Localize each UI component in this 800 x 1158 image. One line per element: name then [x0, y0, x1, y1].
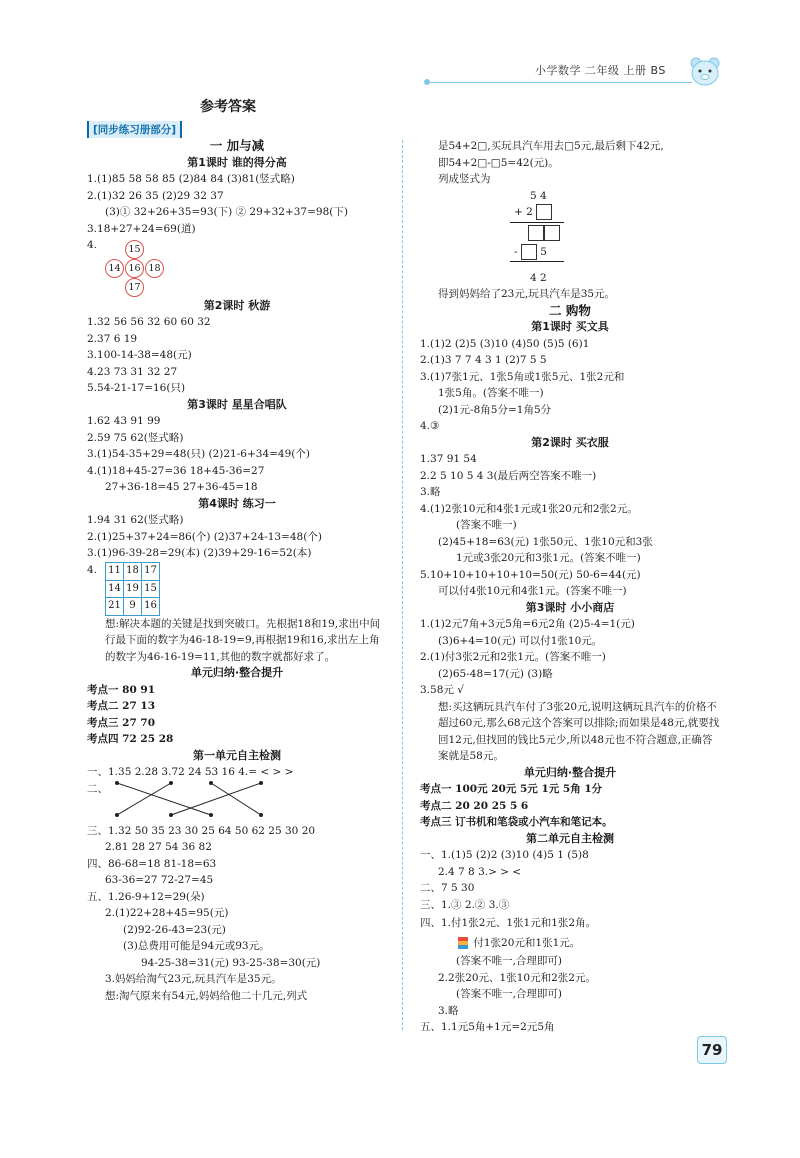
test-title: 第二单元自主检测: [526, 831, 614, 845]
header-rule: [430, 82, 692, 83]
grid-cell: 11: [106, 563, 124, 581]
answer-line: 4.: [87, 239, 98, 251]
answer-line: 2.(1)25+37+24=86(个) (2)37+24-13=48(个): [87, 530, 322, 543]
vc-row2-text: + 2: [514, 205, 533, 218]
answer-line: (2)1元-8角5分=1角5分: [438, 403, 552, 416]
review-line: 考点一 80 91: [87, 683, 156, 696]
answer-line: 3.(1)96-39-28=29(本) (2)39+29-16=52(本): [87, 547, 312, 559]
toy-icon: [456, 935, 470, 951]
lesson-title: 第1课时 谁的得分高: [187, 155, 287, 169]
test-line: 3.略: [438, 1004, 459, 1017]
answer-line: 列成竖式为: [438, 173, 491, 185]
answer-line: 27+36-18=45 27+36-45=18: [105, 481, 258, 493]
review-line: 考点四 72 25 28: [87, 733, 174, 745]
answer-line: 3.18+27+24=69(道): [87, 222, 196, 235]
test-line: 三、1.32 50 35 23 30 25 64 50 62 25 30 20: [87, 824, 316, 837]
answer-line: 5.10+10+10+10+10=50(元) 50-6=44(元): [420, 568, 641, 581]
grid-cell: 17: [142, 563, 160, 581]
review-title: 单元归纳·整合提升: [190, 666, 284, 679]
test-line: 一、1.(1)5 (2)2 (3)10 (4)5 1 (5)8: [420, 849, 589, 861]
hint-paragraph: 想:买这辆玩具汽车付了3张20元,说明这辆玩具汽车的价格不超过60元,那么68元这个答案可以排除;而如果是48元,就要找回12元,但找回的钱比5元少,所以48元也不符合题意,正确答案就是58元。: [438, 700, 720, 762]
grid-cell: 9: [124, 598, 142, 616]
blank-box: [544, 225, 560, 241]
vc-rule: [510, 261, 564, 262]
vc-row3: [528, 225, 560, 242]
lesson-title: 第1课时 买文具: [531, 320, 609, 333]
review-line: 考点三 订书机和笔袋或小汽车和笔记本。: [420, 816, 613, 828]
magic-square: [105, 562, 160, 616]
circle-top: 15: [125, 240, 144, 259]
circle-figure: [105, 240, 175, 298]
answer-line: 1.32 56 56 32 60 60 32: [87, 316, 211, 328]
answer-line: 3.略: [420, 486, 441, 498]
test-line: 付1张20元和1张1元。: [473, 937, 581, 949]
answer-line: 2.2 5 10 5 4 3(最后两空答案不唯一): [420, 469, 597, 482]
vc-rule: [510, 222, 564, 223]
grid-cell: 19: [124, 580, 142, 598]
test-line: 63-36=27 72-27=45: [105, 874, 214, 886]
review-line: 考点一 100元 20元 5元 1元 5角 1分: [420, 783, 603, 795]
bear-icon: [688, 55, 722, 87]
answer-line: 1元或3张20元和3张1元。(答案不唯一): [456, 552, 641, 564]
answer-line: 1.94 31 62(竖式略): [87, 514, 184, 526]
answer-line: 1.(1)2元7角+3元5角=6元2角 (2)5-4=1(元): [420, 618, 635, 630]
grid-cell: 21: [106, 598, 124, 616]
test-line: (3)总费用可能是94元或93元。: [123, 940, 270, 952]
answer-line: 1.(1)85 58 58 85 (2)84 84 (3)81(竖式略): [87, 173, 295, 185]
test-line: 3.妈妈给淘气23元,玩具汽车是35元。: [105, 973, 282, 985]
unit2-title: 二 购物: [549, 302, 591, 318]
lesson-title: 第3课时 星星合唱队: [187, 397, 287, 411]
answer-line: 1.37 91 54: [420, 453, 477, 465]
blank-box: [528, 225, 544, 241]
answer-line: 2.(1)付3张2元和2张1元。(答案不唯一): [420, 651, 606, 663]
section-tag: [同步练习册部分]: [87, 121, 182, 138]
answer-line: 2.37 6 19: [87, 332, 138, 345]
test-line: 二、7 5 30: [420, 882, 475, 894]
test-line: 二、: [87, 782, 108, 795]
circle-bottom: 17: [125, 278, 144, 297]
lesson-title: 第4课时 练习一: [198, 496, 276, 510]
answer-line: 4.23 73 31 32 27: [87, 365, 178, 378]
answer-line: 4.(1)2张10元和4张1元或1张20元和2张2元。: [420, 502, 638, 515]
answer-line: 2.(1)3 7 7 4 3 1 (2)7 5 5: [420, 354, 547, 366]
answer-line: 可以付4张10元和4张1元。(答案不唯一): [438, 585, 627, 597]
grid-cell: 15: [142, 580, 160, 598]
page-title: 参考答案: [200, 99, 256, 115]
vertical-calculation: [420, 188, 720, 270]
test-line: 2.4 7 8 3.> > <: [438, 865, 522, 878]
lesson-title: 第2课时 买衣服: [531, 435, 609, 449]
blank-box: [521, 244, 537, 260]
vc-row2: [514, 204, 552, 221]
circle-center: 16: [125, 259, 144, 278]
grid-cell: 16: [142, 598, 160, 616]
answer-line: 3.58元 √: [420, 684, 464, 696]
test-line: 三、1.③ 2.② 3.③: [420, 898, 510, 911]
test-line: 四、86-68=18 81-18=63: [87, 857, 217, 870]
lesson-title: 第2课时 秋游: [203, 298, 271, 312]
answer-line: 1.(1)2 (2)5 (3)10 (4)50 (5)5 (6)1: [420, 337, 590, 350]
vc-row5: 4 2: [530, 271, 547, 284]
review-line: 考点二 27 13: [87, 700, 156, 712]
answer-line: 即54+2□-□5=42(元)。: [438, 156, 559, 169]
test-line: 94-25-38=31(元) 93-25-38=30(元): [141, 956, 321, 969]
test-line-with-icon: [420, 933, 720, 953]
grid-cell: 18: [124, 563, 142, 581]
test-line-with-icon: [420, 913, 720, 933]
review-line: 考点三 27 70: [87, 716, 156, 729]
test-line: (答案不唯一,合理即可): [456, 988, 563, 1000]
matching-figure: [87, 781, 387, 811]
test-line: 一、1.35 2.28 3.72 24 53 16 4.= < > >: [87, 766, 294, 778]
answer-line: 2.59 75 62(竖式略): [87, 431, 184, 444]
answer-line: 4.③: [420, 420, 440, 432]
answer-line: 3.(1)54-35+29=48(只) (2)21-6+34=49(个): [87, 448, 310, 460]
test-line: 五、1.1元5角+1元=2元5角: [420, 1021, 555, 1033]
answer-line: 1张5角。(答案不唯一): [438, 387, 544, 399]
answer-line: (答案不唯一): [456, 519, 517, 531]
matching-lines: [111, 779, 271, 819]
answer-line: 3.(1)7张1元、1张5角或1张5元、1张2元和: [420, 370, 625, 383]
test-line: (2)92-26-43=23(元): [123, 923, 226, 936]
test-line: 2.(1)22+28+45=95(元): [105, 907, 229, 919]
answer-line: 4.(1)18+45-27=36 18+45-36=27: [87, 464, 265, 477]
answer-line: 得到妈妈给了23元,玩具汽车是35元。: [438, 288, 616, 300]
grid-cell: 14: [106, 580, 124, 598]
vc-row4-text: 5: [540, 245, 547, 258]
answer-line: 4.: [87, 563, 98, 576]
answer-line: 5.54-21-17=16(只): [87, 382, 186, 394]
answer-line: (2)45+18=63(元) 1张50元、1张10元和3张: [438, 535, 653, 548]
right-column: [420, 138, 720, 1036]
answer-line: 2.(1)32 26 35 (2)29 32 37: [87, 189, 224, 202]
page-header: 小学数学 二年级 上册 BS: [535, 64, 666, 77]
test-line: 2.2张20元、1张10元和2张2元。: [438, 971, 596, 984]
left-column: [87, 138, 387, 1004]
answer-line: 是54+2□,买玩具汽车用去□5元,最后剩下42元,: [438, 140, 664, 152]
blank-box: [536, 204, 552, 220]
test-title: 第一单元自主检测: [193, 748, 281, 762]
answer-line: (3)6+4=10(元) 可以付1张10元。: [438, 634, 603, 647]
test-line: 四、1.付1张2元、1张1元和1张2角。: [420, 917, 597, 929]
test-line: 2.81 28 27 54 36 82: [105, 841, 212, 853]
answer-line: (3)① 32+26+35=93(下) ② 29+32+37=98(下): [105, 206, 348, 218]
review-title: 单元归纳·整合提升: [523, 765, 617, 779]
page-number: 79: [697, 1036, 727, 1064]
circle-right: 18: [145, 259, 164, 278]
answer-line: (2)65-48=17(元) (3)略: [438, 667, 553, 680]
column-divider: [402, 140, 403, 1030]
test-line: 五、1.26-9+12=29(朵): [87, 890, 205, 903]
vc-minus: -: [514, 245, 518, 258]
hint-paragraph: 想:解决本题的关键是找到突破口。先根据18和19,求出中间行最下面的数字为46-18-19=9,再根据19和16,求出左上角的数字为46-16-19=11,其他的数字就都好求了。: [105, 617, 381, 663]
review-line: 考点二 20 20 25 5 6: [420, 799, 529, 812]
vc-row1: 5 4: [530, 189, 547, 202]
vc-row4: [514, 244, 547, 261]
lesson-title: 第3课时 小小商店: [525, 600, 615, 614]
answer-line: 3.100-14-38=48(元): [87, 349, 192, 361]
test-line: (答案不唯一,合理即可): [456, 955, 563, 967]
unit1-title: 一 加与减: [209, 138, 265, 153]
test-line: 想:淘气原来有54元,妈妈给他二十几元,列式: [105, 989, 308, 1002]
answer-line: 1.62 43 91 99: [87, 415, 161, 427]
circle-left: 14: [105, 259, 124, 278]
